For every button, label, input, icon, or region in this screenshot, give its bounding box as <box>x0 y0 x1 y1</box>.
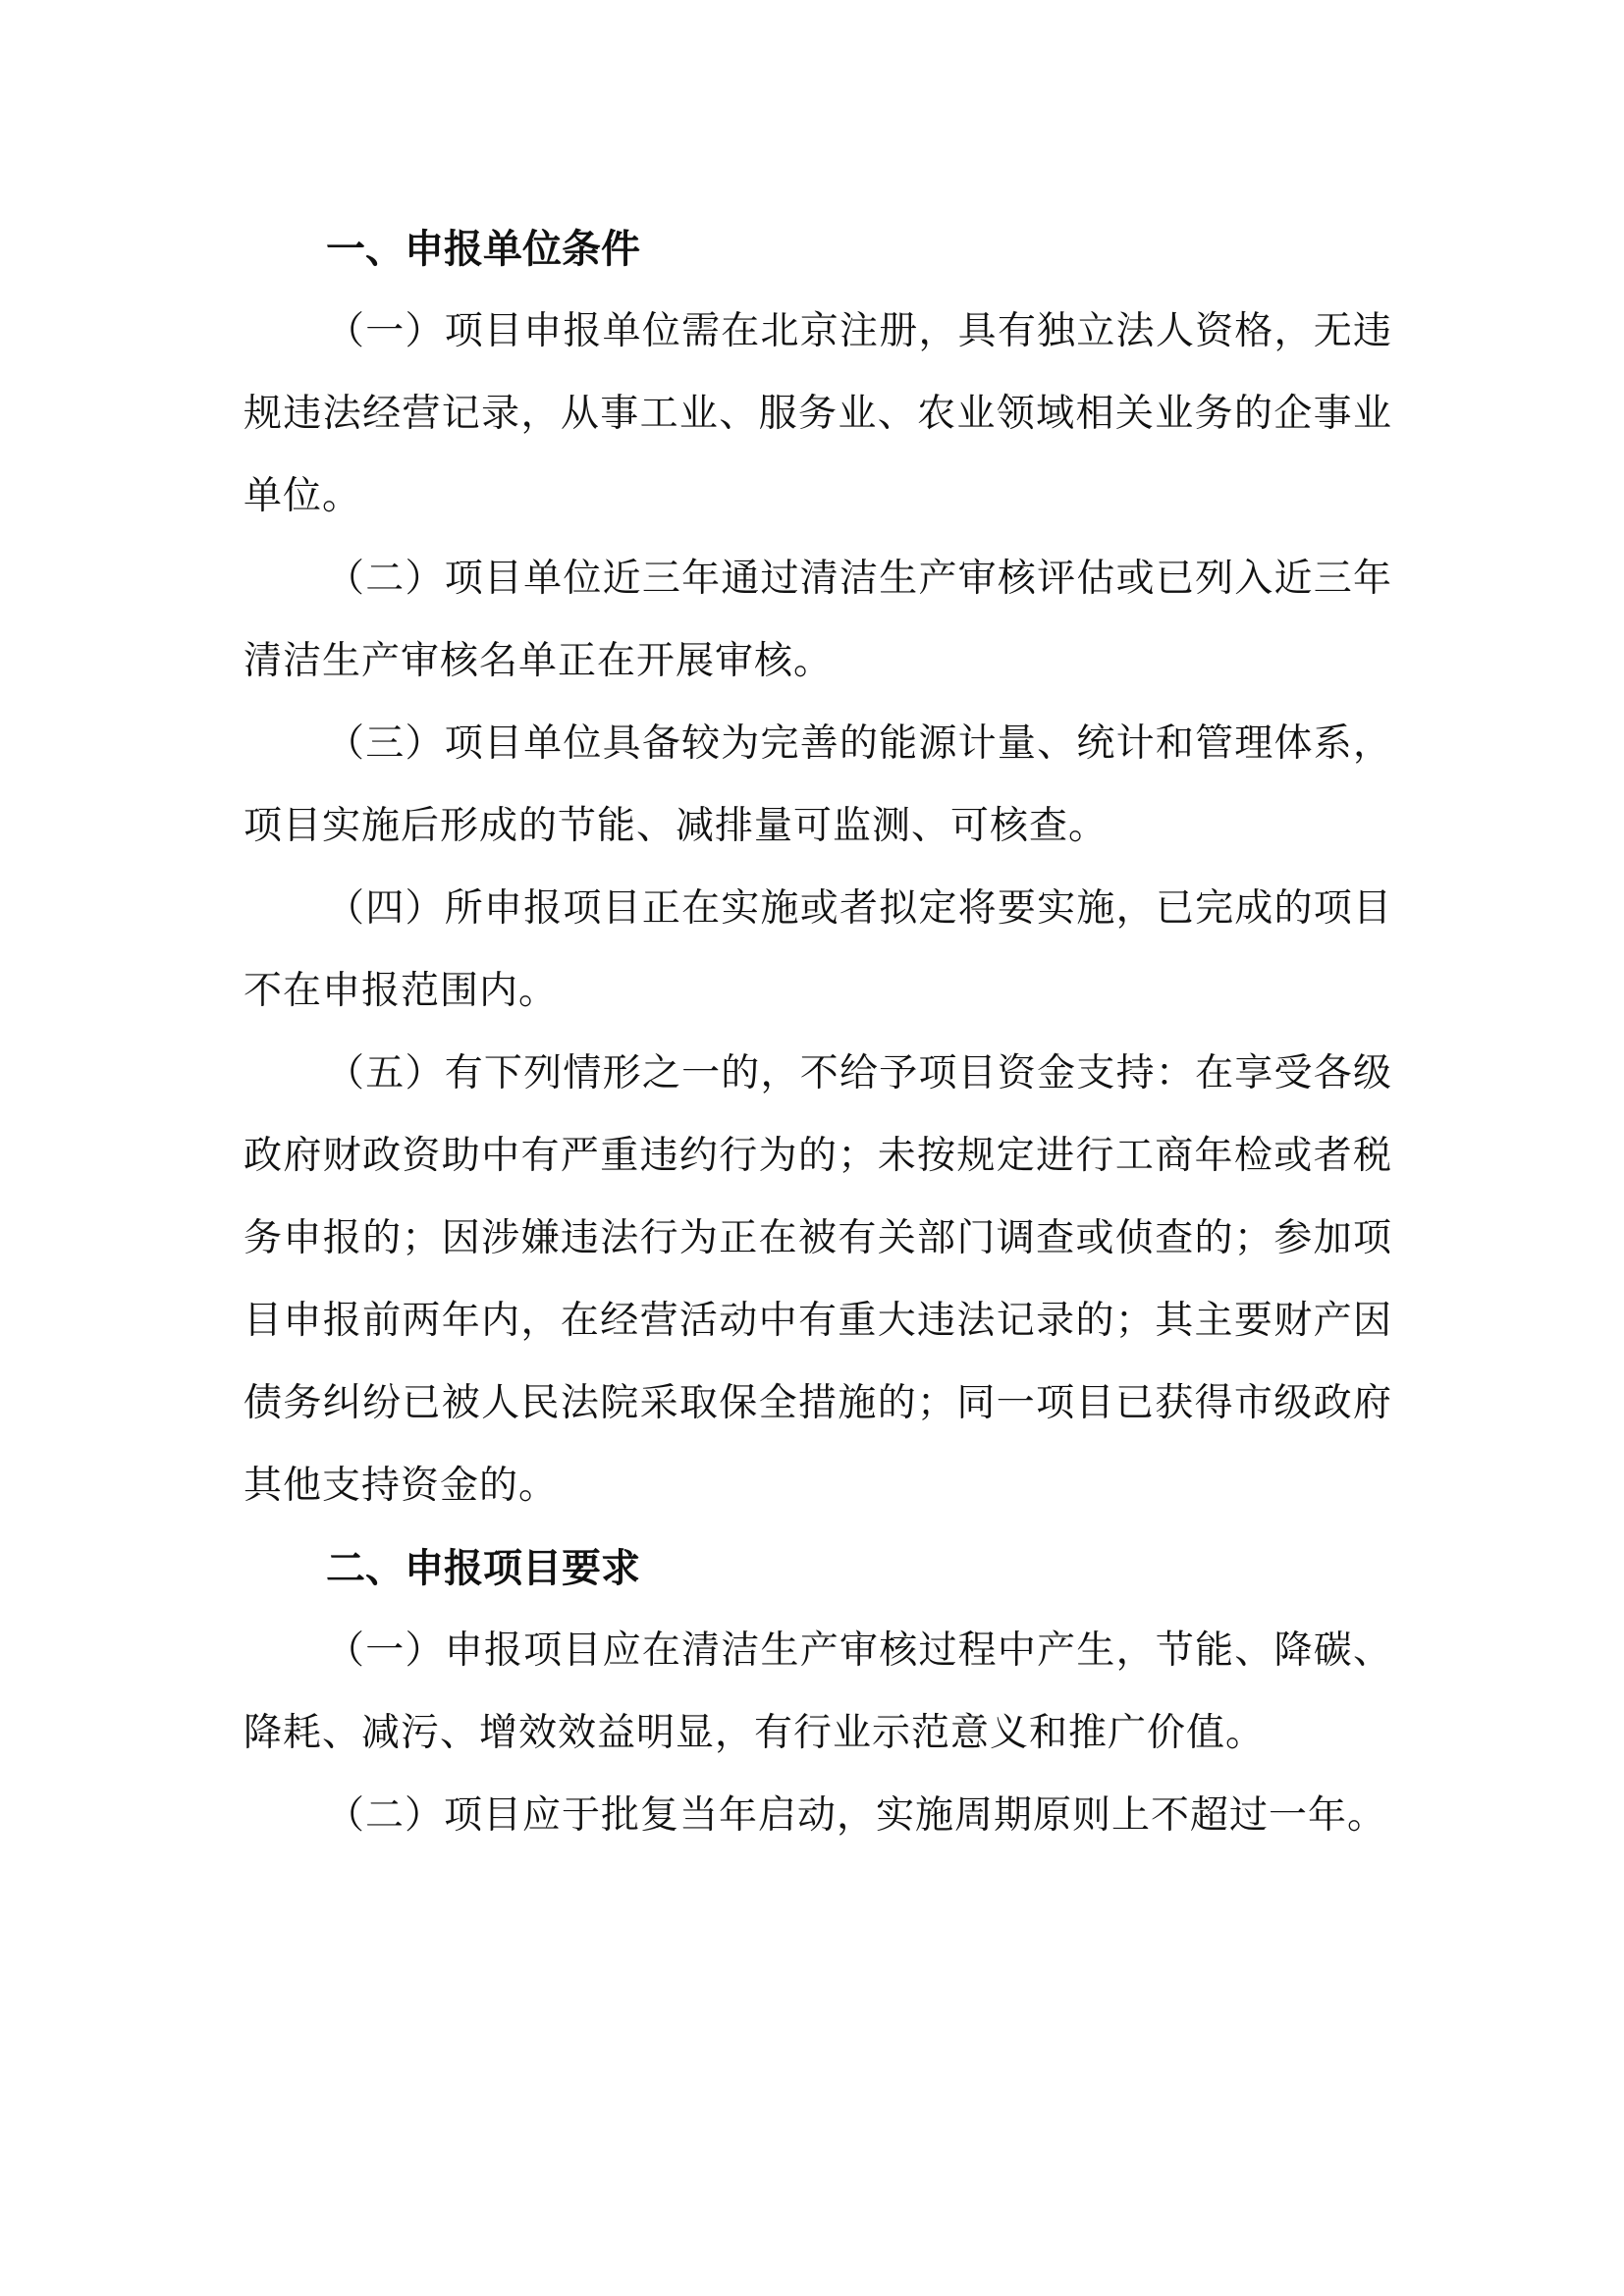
paragraph-1-2: （二）项目单位近三年通过清洁生产审核评估或已列入近三年清洁生产审核名单正在开展审核。 <box>244 557 1392 683</box>
paragraph-1-5: （五）有下列情形之一的，不给予项目资金支持：在享受各级政府财政资助中有严重违约行为的；未按规定进行工商年检或者税务申报的；因涉嫌违法行为正在被有关部门调查或侦查的；参加项目申报前两年内，在经营活动中有重大违法记录的；其主要财产因债务纠纷已被人民法院采取保全措施的；同一项目已获得市级政府其他支持资金的。 <box>244 1051 1392 1508</box>
section-heading-project-requirements: 二、申报项目要求 <box>326 1546 640 1591</box>
document-body <box>244 208 1392 1857</box>
paragraph-2-1: （一）申报项目应在清洁生产审核过程中产生，节能、降碳、降耗、减污、增效效益明显，有行业示范意义和推广价值。 <box>244 1629 1392 1755</box>
paragraph-1-3: （三）项目单位具备较为完善的能源计量、统计和管理体系，项目实施后形成的节能、减排量可监测、可核查。 <box>244 721 1392 848</box>
paragraph-1-4: （四）所申报项目正在实施或者拟定将要实施，已完成的项目不在申报范围内。 <box>244 886 1392 1013</box>
paragraph-2-2: （二）项目应于批复当年启动，实施周期原则上不超过一年。 <box>326 1793 1387 1838</box>
paragraph-1-1: （一）项目申报单位需在北京注册，具有独立法人资格，无违规违法经营记录，从事工业、服务业、农业领域相关业务的企事业单位。 <box>244 309 1392 518</box>
section-heading-applicant-conditions: 一、申报单位条件 <box>326 227 640 272</box>
